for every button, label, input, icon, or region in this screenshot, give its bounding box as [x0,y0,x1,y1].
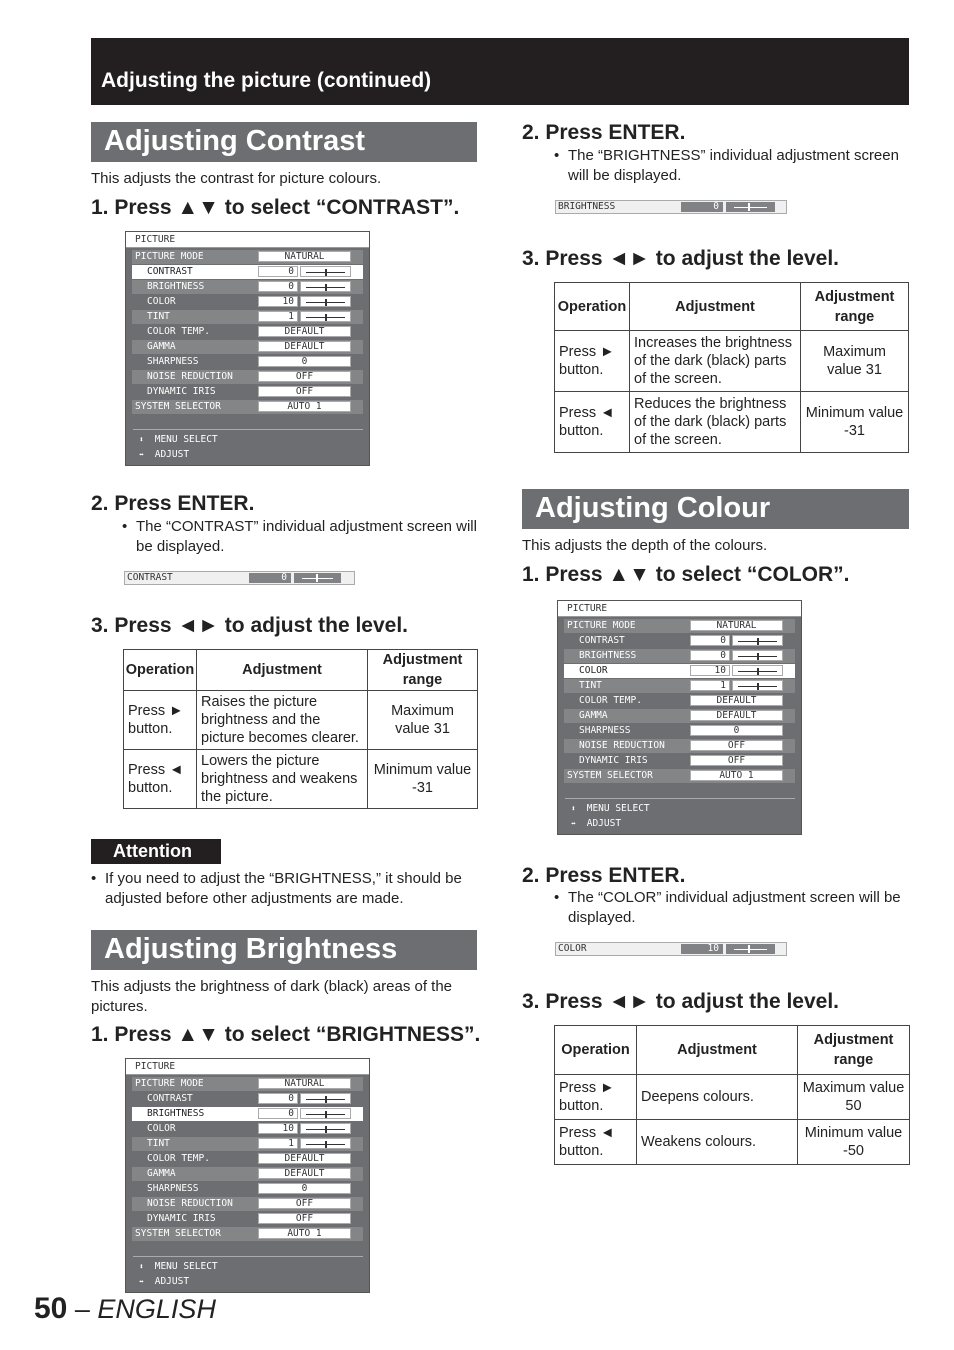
bar-slider [726,944,775,954]
menu-row[interactable] [132,250,363,264]
menu-row[interactable] [132,1182,363,1196]
menu-row-label: CONTRAST [147,1093,193,1104]
page-footer [34,1292,216,1326]
th-adjustment: Adjustment [197,650,368,691]
picture-menu-contrast [125,231,370,466]
menu-row[interactable] [132,400,363,414]
table-cell: Increases the brightness of the dark (black) parts of the screen. [630,331,801,392]
menu-row-value: 0 [258,266,298,277]
menu-row[interactable] [564,769,795,783]
menu-row[interactable] [564,739,795,753]
menu-row[interactable] [564,619,795,633]
menu-footer [565,798,795,834]
menu-row-label: BRIGHTNESS [579,650,637,661]
menu-row[interactable] [132,355,363,369]
left-right-arrow-icon: ⬌ [571,819,576,828]
colour-operation-table [554,1025,910,1165]
th-operation: Operation [124,650,197,691]
menu-row-value: OFF [258,1213,351,1224]
menu-row-value: DEFAULT [690,695,783,706]
page-number: 50 [34,1292,68,1325]
brightness-adjust-bar [555,200,787,214]
table-cell: Reduces the brightness of the dark (black) parts of the screen. [630,392,801,453]
th-range: Adjustment range [368,650,478,691]
menu-footer-adjust-label: ADJUST [586,818,622,829]
menu-row[interactable] [564,649,795,663]
menu-row-label: COLOR TEMP. [147,326,210,337]
bar-label: COLOR [558,943,587,954]
th-range: Adjustment range [801,283,909,331]
bar-label: CONTRAST [127,572,173,583]
menu-row-label: COLOR TEMP. [579,695,642,706]
menu-row-label: GAMMA [579,710,608,721]
menu-footer-adjust [571,818,621,830]
brightness-step2: 2. Press ENTER. [522,121,686,144]
menu-row-label: SYSTEM SELECTOR [567,770,653,781]
menu-row-label: GAMMA [147,1168,176,1179]
menu-row-slider[interactable] [732,680,783,691]
menu-row[interactable] [564,634,795,648]
menu-row-value: OFF [690,740,783,751]
menu-row-value: 0 [258,356,351,367]
up-down-arrow-icon: ⬍ [139,1262,144,1271]
colour-section-title: Adjusting Colour [522,489,909,529]
colour-adjust-bar [555,942,787,956]
menu-row-value: OFF [258,1198,351,1209]
menu-row-label: SHARPNESS [147,1183,199,1194]
menu-row-slider[interactable] [300,266,351,277]
bar-slider [294,573,341,583]
menu-row-label: SHARPNESS [147,356,199,367]
table-cell: Raises the picture brightness and the picture becomes clearer. [197,691,368,750]
menu-row-label: DYNAMIC IRIS [147,386,216,397]
table-cell: Press ► button. [555,1075,637,1120]
menu-row-label: COLOR [147,1123,176,1134]
menu-row-value: OFF [258,371,351,382]
table-cell: Press ◄ button. [555,1120,637,1165]
menu-row-label: CONTRAST [147,266,193,277]
table-cell: Press ► button. [124,691,197,750]
bar-value: 0 [249,573,291,583]
menu-row[interactable] [132,1197,363,1211]
menu-row-slider[interactable] [300,296,351,307]
up-down-arrow-icon: ⬍ [571,804,576,813]
contrast-description: This adjusts the contrast for picture colours. [91,170,382,187]
menu-row-slider[interactable] [300,1108,351,1119]
menu-row-value: OFF [258,386,351,397]
menu-footer [133,1256,363,1292]
menu-row[interactable] [132,340,363,354]
menu-row-label: TINT [147,311,170,322]
menu-row[interactable] [564,709,795,723]
menu-row-value: DEFAULT [258,1168,351,1179]
brightness-description: This adjusts the brightness of dark (black) areas of the pictures. [91,978,453,1015]
menu-row-label: BRIGHTNESS [147,281,205,292]
menu-row-label: DYNAMIC IRIS [579,755,648,766]
brightness-step1: 1. Press ▲▼ to select “BRIGHTNESS”. [91,1023,481,1046]
menu-row-label: NOISE REDUCTION [147,1198,233,1209]
table-cell: Press ◄ button. [555,392,630,453]
menu-row-label: COLOR [147,296,176,307]
menu-row-value: NATURAL [258,1078,351,1089]
menu-row-value: OFF [690,755,783,766]
brightness-bullet: • The “BRIGHTNESS” individual adjustment screen will be displayed. [554,146,910,185]
menu-row-label: TINT [579,680,602,691]
menu-row-value: 10 [258,1123,298,1134]
up-down-arrow-icon: ⬍ [139,435,144,444]
menu-row[interactable] [564,664,795,678]
brightness-operation-table [554,282,909,453]
bar-value: 10 [681,944,723,954]
menu-row-slider[interactable] [300,1123,351,1134]
menu-row[interactable] [132,1212,363,1226]
menu-row-value: 0 [690,635,730,646]
menu-row[interactable] [132,310,363,324]
table-cell: Press ► button. [555,331,630,392]
table-cell: Minimum value -31 [368,750,478,809]
table-cell: Minimum value -31 [801,392,909,453]
menu-row-value: 10 [690,665,730,676]
menu-row-slider[interactable] [732,650,783,661]
menu-title: PICTURE [558,601,801,617]
bar-value: 0 [681,202,723,212]
menu-row[interactable] [132,1077,363,1091]
attention-label: Attention [91,839,221,864]
table-cell: Press ◄ button. [124,750,197,809]
left-right-arrow-icon: ⬌ [139,450,144,459]
menu-row-slider[interactable] [300,1093,351,1104]
menu-row-value: 1 [690,680,730,691]
table-cell: Maximum value 50 [798,1075,910,1120]
menu-row-value: AUTO 1 [258,1228,351,1239]
menu-footer-adjust [139,1276,189,1288]
menu-row-label: PICTURE MODE [135,251,204,262]
menu-footer-select [571,803,650,815]
menu-row-slider[interactable] [732,665,783,676]
bar-slider [726,202,775,212]
menu-title: PICTURE [126,232,369,248]
menu-row[interactable] [132,1152,363,1166]
brightness-step3: 3. Press ◄► to adjust the level. [522,247,840,270]
colour-step2: 2. Press ENTER. [522,864,686,887]
menu-footer [133,429,363,465]
menu-row-label: PICTURE MODE [135,1078,204,1089]
table-cell: Deepens colours. [637,1075,798,1120]
th-operation: Operation [555,1026,637,1075]
table-cell: Maximum value 31 [368,691,478,750]
menu-row[interactable] [132,1137,363,1151]
menu-row-value: NATURAL [690,620,783,631]
menu-row-label: CONTRAST [579,635,625,646]
menu-row[interactable] [132,1092,363,1106]
colour-step1: 1. Press ▲▼ to select “COLOR”. [522,563,850,586]
menu-row[interactable] [564,679,795,693]
menu-row-label: BRIGHTNESS [147,1108,205,1119]
menu-footer-select-label: MENU SELECT [154,1261,218,1272]
menu-row-value: DEFAULT [690,710,783,721]
menu-row-value: 0 [690,650,730,661]
footer-separator: – [67,1294,98,1324]
contrast-adjust-bar [124,571,355,585]
table-cell: Weakens colours. [637,1120,798,1165]
menu-row[interactable] [132,295,363,309]
colour-step3: 3. Press ◄► to adjust the level. [522,990,840,1013]
menu-row-value: 1 [258,311,298,322]
menu-row-slider[interactable] [300,311,351,322]
menu-row[interactable] [132,265,363,279]
brightness-section-title: Adjusting Brightness [91,930,477,970]
picture-menu-brightness [125,1058,370,1293]
menu-footer-select-label: MENU SELECT [586,803,650,814]
menu-footer-select [139,1261,218,1273]
menu-row-value: 0 [258,1183,351,1194]
menu-row-value: DEFAULT [258,326,351,337]
table-cell: Minimum value -50 [798,1120,910,1165]
bar-label: BRIGHTNESS [558,201,616,212]
header-title: Adjusting the picture (continued) [101,69,432,92]
menu-row-label: DYNAMIC IRIS [147,1213,216,1224]
footer-language: ENGLISH [97,1294,216,1324]
colour-bullet: • The “COLOR” individual adjustment screen will be displayed. [554,888,910,927]
menu-row[interactable] [132,280,363,294]
menu-row[interactable] [564,724,795,738]
menu-title: PICTURE [126,1059,369,1075]
picture-menu-colour [557,600,802,835]
menu-row-value: 10 [258,296,298,307]
table-cell: Lowers the picture brightness and weakens the picture. [197,750,368,809]
menu-row-label: GAMMA [147,341,176,352]
attention-text: • If you need to adjust the “BRIGHTNESS,” it should be adjusted before other adjustments are made. [91,869,478,908]
menu-row[interactable] [132,1122,363,1136]
menu-row-label: SHARPNESS [579,725,631,736]
menu-row[interactable] [132,370,363,384]
menu-row[interactable] [132,1107,363,1121]
menu-row-label: SYSTEM SELECTOR [135,401,221,412]
menu-row-slider[interactable] [300,1138,351,1149]
th-operation: Operation [555,283,630,331]
th-range: Adjustment range [798,1026,910,1075]
menu-row[interactable] [132,1167,363,1181]
page-header [91,38,909,105]
contrast-step1: 1. Press ▲▼ to select “CONTRAST”. [91,196,460,219]
menu-footer-select [139,434,218,446]
menu-row-value: NATURAL [258,251,351,262]
menu-row-label: SYSTEM SELECTOR [135,1228,221,1239]
menu-row[interactable] [132,1227,363,1241]
menu-row-value: 0 [258,281,298,292]
menu-row-value: 1 [258,1138,298,1149]
menu-footer-select-label: MENU SELECT [154,434,218,445]
menu-row-label: TINT [147,1138,170,1149]
menu-row-value: DEFAULT [258,1153,351,1164]
contrast-bullet: • The “CONTRAST” individual adjustment screen will be displayed. [122,517,478,556]
menu-row-value: 0 [258,1108,298,1119]
menu-footer-adjust-label: ADJUST [154,1276,190,1287]
menu-row-label: PICTURE MODE [567,620,636,631]
menu-row[interactable] [132,325,363,339]
menu-footer-adjust-label: ADJUST [154,449,190,460]
menu-row-value: AUTO 1 [258,401,351,412]
contrast-step2: 2. Press ENTER. [91,492,255,515]
left-right-arrow-icon: ⬌ [139,1277,144,1286]
menu-row-label: COLOR TEMP. [147,1153,210,1164]
menu-row-value: AUTO 1 [690,770,783,781]
menu-row-label: NOISE REDUCTION [579,740,665,751]
contrast-section-title: Adjusting Contrast [91,122,477,162]
contrast-operation-table [123,649,478,809]
th-adjustment: Adjustment [637,1026,798,1075]
contrast-step3: 3. Press ◄► to adjust the level. [91,614,409,637]
menu-row-label: NOISE REDUCTION [147,371,233,382]
table-cell: Maximum value 31 [801,331,909,392]
th-adjustment: Adjustment [630,283,801,331]
menu-row-slider[interactable] [300,281,351,292]
menu-row[interactable] [564,754,795,768]
colour-description: This adjusts the depth of the colours. [522,537,768,554]
menu-row-value: 0 [258,1093,298,1104]
menu-footer-adjust [139,449,189,461]
menu-row-slider[interactable] [732,635,783,646]
menu-row-value: 0 [690,725,783,736]
menu-row[interactable] [564,694,795,708]
menu-row[interactable] [132,385,363,399]
menu-row-label: COLOR [579,665,608,676]
menu-row-value: DEFAULT [258,341,351,352]
